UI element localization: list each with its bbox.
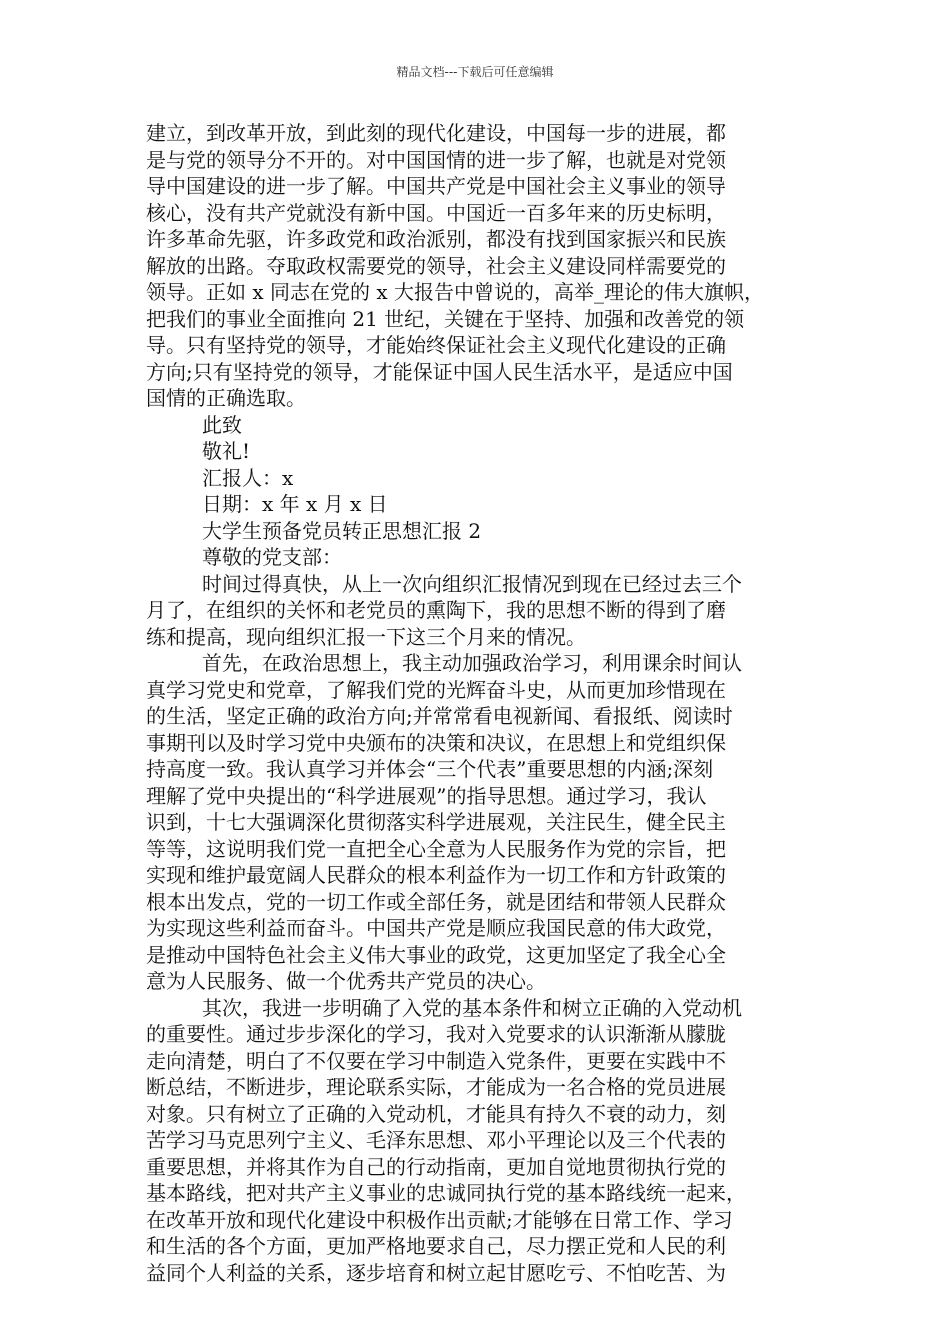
text-line: 断总结，不断进步，理论联系实际，才能成为一名合格的党员进展	[146, 1075, 726, 1099]
text-line: 核心，没有共产党就没有新中国。中国近一百多年来的历史标明，	[146, 200, 726, 225]
text-line: 根本出发点，党的一切工作或全部任务，就是团结和带领人民群众	[146, 889, 726, 914]
text-line: 此致	[202, 412, 242, 437]
text-line: 走向清楚，明白了不仅要在学习中制造入党条件，更要在实践中不	[146, 1048, 726, 1073]
text-line: 事期刊以及时学习党中央颁布的决策和决议，在思想上和党组织保	[146, 730, 726, 755]
text-line: 日期：x 年 x 月 x 日	[202, 492, 388, 516]
text-line: 时间过得真快，从上一次向组织汇报情况到现在已经过去三个	[202, 571, 742, 596]
text-line: 对象。只有树立了正确的入党动机，才能具有持久不衰的动力，刻	[146, 1101, 726, 1126]
text-line: 意为人民服务、做一个优秀共产党员的决心。	[146, 969, 546, 993]
text-line: 汇报人：x	[202, 465, 294, 490]
text-line: 重要思想，并将其作为自己的行动指南，更加自觉地贯彻执行党的	[146, 1154, 726, 1179]
text-line: 许多革命先驱，许多政党和政治派别，都没有找到国家振兴和民族	[146, 227, 726, 251]
text-line: 基本路线，把对共产主义事业的忠诚同执行党的基本路线统一起来，	[146, 1181, 746, 1205]
text-line: 和生活的各个方面，更加严格地要求自己，尽力摆正党和人民的利	[146, 1234, 726, 1258]
text-line: 导中国建设的进一步了解。中国共产党是中国社会主义事业的领导	[146, 174, 726, 198]
text-line: 敬礼!	[202, 439, 251, 463]
text-line: 的重要性。通过步步深化的学习，我对入党要求的认识渐渐从朦胧	[146, 1022, 726, 1046]
text-line: 实现和维护最宽阔人民群众的根本利益作为一切工作和方针政策的	[146, 863, 726, 887]
document-body	[146, 120, 806, 1286]
text-line: 在改革开放和现代化建设中积极作出贡献;才能够在日常工作、学习	[146, 1207, 733, 1232]
text-line: 方向;只有坚持党的领导，才能保证中国人民生活水平，是适应中国	[146, 359, 733, 384]
text-line: 识到，十七大强调深化贯彻落实科学进展观，关注民生，健全民主	[146, 810, 726, 834]
text-line: 国情的正确选取。	[146, 386, 306, 410]
text-line: 建立，到改革开放，到此刻的现代化建设，中国每一步的进展，都	[146, 121, 726, 145]
text-line: 是与党的领导分不开的。对中国国情的进一步了解，也就是对党领	[146, 147, 726, 172]
text-line: 领导。正如 x 同志在党的 x 大报告中曾说的，高举_理论的伟大旗帜，	[146, 280, 764, 304]
text-line: 等等，这说明我们党一直把全心全意为人民服务作为党的宗旨，把	[146, 836, 726, 861]
text-line: 为实现这些利益而奋斗。中国共产党是顺应我国民意的伟大政党，	[146, 916, 726, 940]
text-line: 大学生预备党员转正思想汇报 2	[202, 518, 482, 543]
text-line: 持高度一致。我认真学习并体会“三个代表”重要思想的内涵;深刻	[146, 757, 714, 781]
text-line: 把我们的事业全面推向 21 世纪，关键在于坚持、加强和改善党的领	[146, 306, 745, 331]
text-line: 导。只有坚持党的领导，才能始终保证社会主义现代化建设的正确	[146, 333, 726, 357]
text-line: 尊敬的党支部：	[202, 545, 342, 569]
text-line: 首先，在政治思想上，我主动加强政治学习，利用课余时间认	[202, 651, 742, 675]
page-header: 精品文档---下载后可任意编辑	[396, 65, 554, 79]
text-line: 苦学习马克思列宁主义、毛泽东思想、邓小平理论以及三个代表的	[146, 1128, 726, 1152]
text-line: 其次，我进一步明确了入党的基本条件和树立正确的入党动机	[202, 995, 742, 1020]
text-line: 练和提高，现向组织汇报一下这三个月来的情况。	[146, 624, 586, 649]
text-line: 解放的出路。夺取政权需要党的领导，社会主义建设同样需要党的	[146, 253, 726, 278]
text-line: 理解了党中央提出的“科学进展观”的指导思想。通过学习，我认	[146, 783, 707, 808]
text-line: 益同个人利益的关系，逐步培育和树立起甘愿吃亏、不怕吃苦、为	[146, 1260, 726, 1285]
text-line: 月了，在组织的关怀和老党员的熏陶下，我的思想不断的得到了磨	[146, 598, 726, 622]
text-line: 真学习党史和党章，了解我们党的光辉奋斗史，从而更加珍惜现在	[146, 677, 726, 702]
text-line: 是推动中国特色社会主义伟大事业的政党，这更加坚定了我全心全	[146, 942, 726, 967]
text-line: 的生活，坚定正确的政治方向;并常常看电视新闻、看报纸、阅读时	[146, 704, 733, 728]
